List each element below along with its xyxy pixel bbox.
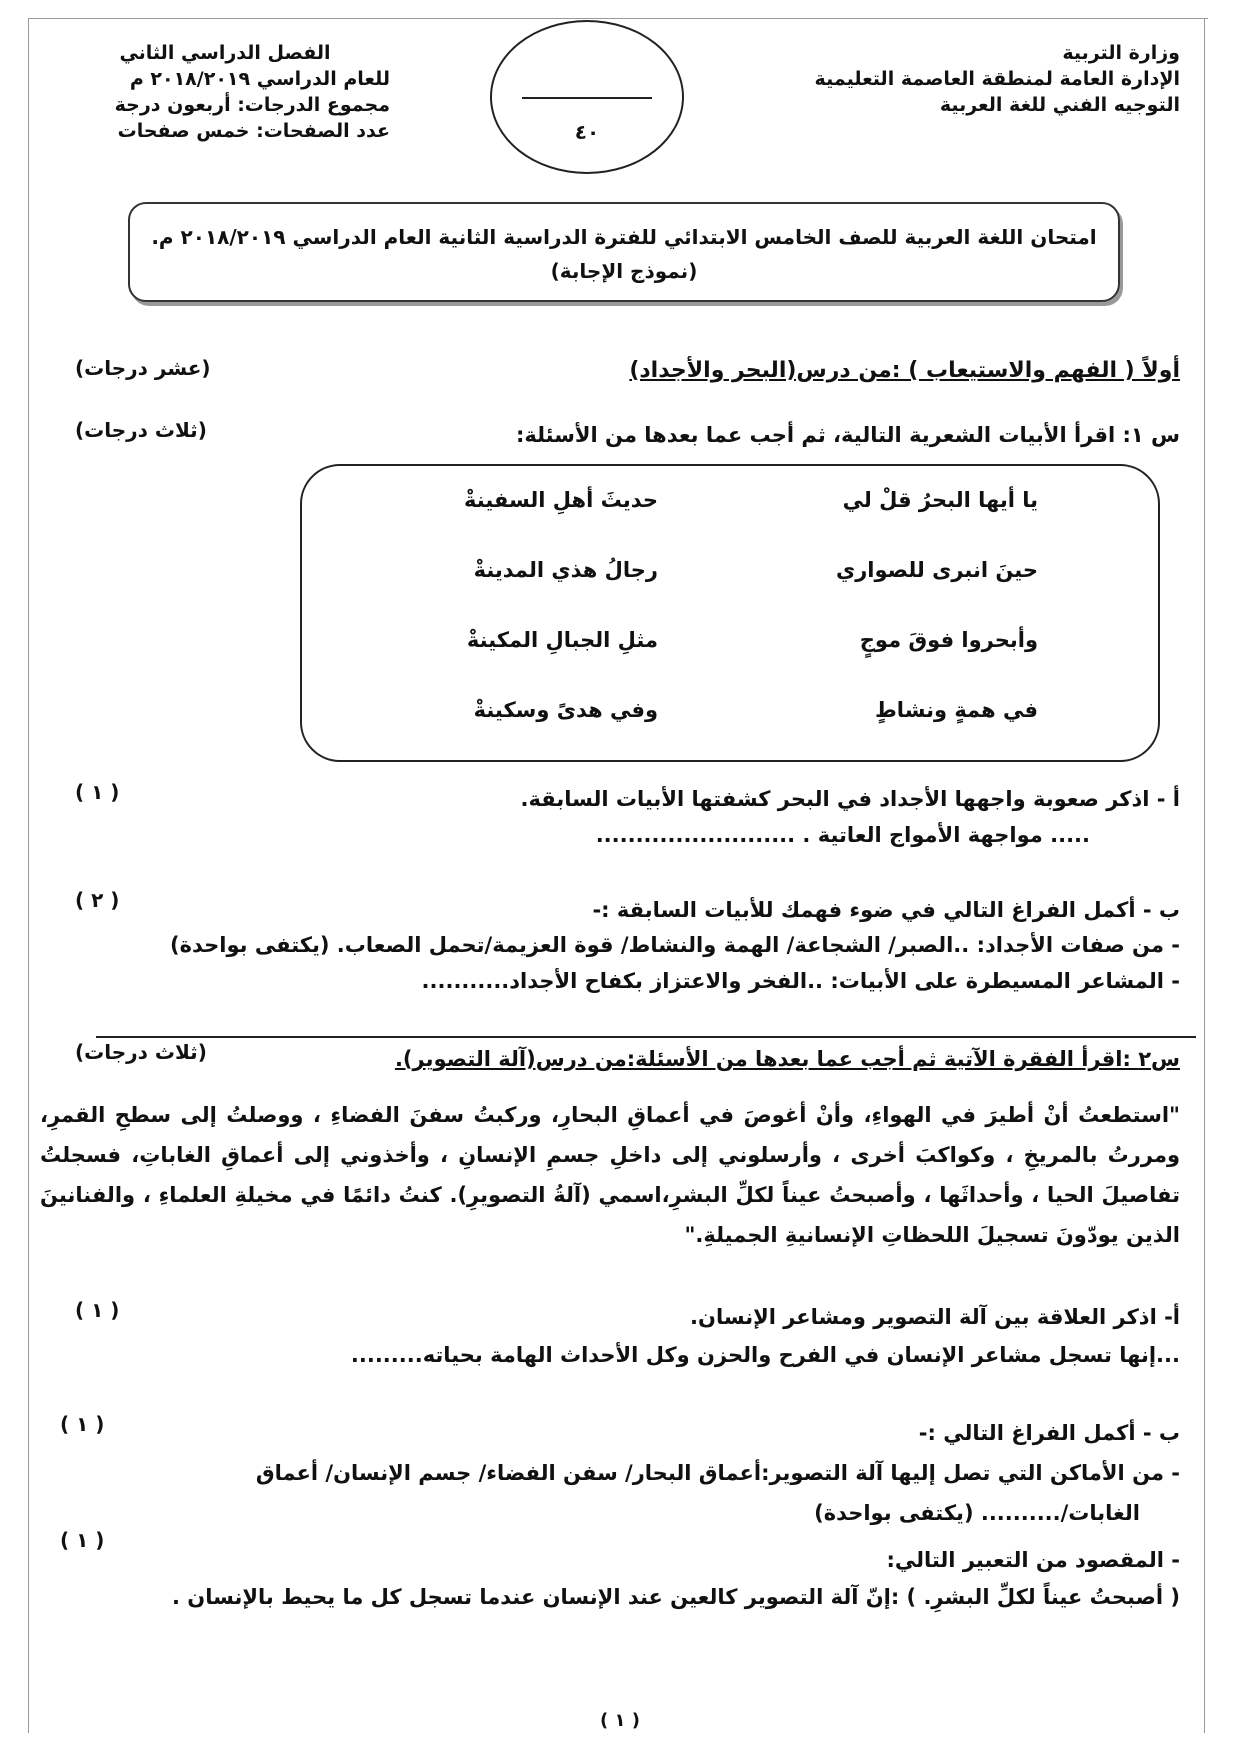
verse-4-left: وفي هدىً وسكينةْ: [473, 698, 658, 722]
q2-passage: "استطعتُ أنْ أطيرَ في الهواءِ، وأنْ أغوصَ في أعماقِ البحارِ، وركبتُ سفنَ الفضاءِ ، ووصلتُ إلى سطحِ القمرِ، ومررتُ بالمريخِ ، وكواكبَ أخرى ، وأرسلوني إلى داخلِ جسمِ الإنسانِ ، وأخذوني إلى أعماقِ الغاباتِ، فسجلتُ تفاصيلَ الحيا ، وأحداثَها ، وأصبحتُ عيناً لكلِّ البشرِ،اسمي (آلةُ التصويرِ). كنتُ دائمًا في مخيلةِ العلماءِ ، والفنانينَ الذين يودّونَ تسجيلَ اللحظاتِ الإنسانيةِ الجميلةِ.": [40, 1103, 1180, 1247]
q2-prompt: س٢ :اقرأ الفقرة الآتية ثم أجب عما بعدها من الأسئلة:من درس(آلة التصوير).: [394, 1047, 1180, 1071]
semester: الفصل الدراسي الثاني: [119, 42, 331, 64]
q1b-line-1: - من صفات الأجداد: ..الصبر/ الشجاعة/ الهمة والنشاط/ قوة العزيمة/تحمل الصعاب. (يكتفى بواحدة): [170, 933, 1180, 957]
q2a-question: أ- اذكر العلاقة بين آلة التصوير ومشاعر الإنسان.: [690, 1305, 1180, 1329]
q2b-marks: ( ١ ): [60, 1412, 105, 1436]
q2b-line-2: الغابات/.......... (يكتفى بواحدة): [814, 1501, 1140, 1525]
q2a-answer: ...إنها تسجل مشاعر الإنسان في الفرح والحزن وكل الأحداث الهامة بحياته.........: [350, 1343, 1180, 1367]
answer-key-label: (نموذج الإجابة): [550, 259, 698, 283]
header-exam-info: [60, 40, 390, 144]
q1-prompt: س ١: اقرأ الأبيات الشعرية التالية، ثم أجب عما بعدها من الأسئلة:: [515, 423, 1180, 447]
header-ministry: [760, 40, 1180, 118]
page-frame-left: [28, 18, 29, 1733]
district-name: الإدارة العامة لمنطقة العاصمة التعليمية: [814, 68, 1180, 90]
q2c-marks: ( ١ ): [60, 1528, 105, 1552]
section-1-marks: (عشر درجات): [75, 356, 211, 380]
score-circle: [490, 20, 684, 174]
q1-marks: (ثلاث درجات): [75, 418, 207, 442]
exam-title: امتحان اللغة العربية للصف الخامس الابتدائي للفترة الدراسية الثانية العام الدراسي ٢٠١٨/٢٠١٩ م.: [151, 225, 1097, 249]
score-line: [522, 97, 652, 99]
verse-2-right: حينَ انبرى للصواري: [835, 558, 1038, 582]
page-frame-top: [28, 18, 1208, 19]
section-1-title: أولاً ( الفهم والاستيعاب ) :من درس(البحر والأجداد): [629, 358, 1180, 383]
q2-marks: (ثلاث درجات): [75, 1040, 207, 1064]
q1a-question: أ - اذكر صعوبة واجهها الأجداد في البحر كشفتها الأبيات السابقة.: [520, 787, 1180, 811]
verse-4-right: في همةٍ ونشاطٍ: [875, 698, 1038, 722]
q1b-marks: ( ٢ ): [75, 888, 120, 912]
verse-3-right: وأبحروا فوقَ موجٍ: [859, 628, 1038, 652]
page-frame-right: [1204, 18, 1205, 1733]
q1a-answer: ..... مواجهة الأمواج العاتية . .........................: [595, 823, 1090, 847]
q2b-line-1: - من الأماكن التي تصل إليها آلة التصوير:أعماق البحار/ سفن الفضاء/ جسم الإنسان/ أعماق: [255, 1461, 1180, 1485]
q2b-question: ب - أكمل الفراغ التالي :-: [918, 1421, 1180, 1445]
q2c-answer: ( أصبحتُ عيناً لكلِّ البشرِ. ) :إنّ آلة التصوير كالعين عند الإنسان عندما تسجل كل ما يحيط بالإنسان .: [172, 1585, 1180, 1609]
page-number: ( ١ ): [600, 1710, 640, 1731]
poem-box: [300, 464, 1160, 762]
score-total: ٤٠: [574, 120, 600, 144]
verse-1-right: يا أيها البحرُ قلْ لي: [842, 488, 1038, 512]
q2a-marks: ( ١ ): [75, 1298, 120, 1322]
academic-year: للعام الدراسي ٢٠١٨/٢٠١٩ م: [129, 68, 390, 90]
verse-1-left: حديثَ أهلِ السفينةْ: [464, 488, 658, 512]
section-divider: [96, 1036, 1196, 1038]
exam-title-box: [128, 202, 1120, 302]
page-count: عدد الصفحات: خمس صفحات: [117, 120, 390, 142]
total-marks: مجموع الدرجات: أربعون درجة: [114, 94, 390, 116]
ministry-name: وزارة التربية: [1062, 42, 1180, 64]
q1a-marks: ( ١ ): [75, 780, 120, 804]
q1b-line-2: - المشاعر المسيطرة على الأبيات: ..الفخر والاعتزاز بكفاح الأجداد...........: [421, 969, 1180, 993]
q2c-question: - المقصود من التعبير التالي:: [886, 1548, 1180, 1572]
q1b-question: ب - أكمل الفراغ التالي في ضوء فهمك للأبيات السابقة :-: [592, 898, 1180, 922]
department-name: التوجيه الفني للغة العربية: [939, 94, 1180, 116]
verse-3-left: مثلِ الجبالِ المكينةْ: [466, 628, 658, 652]
verse-2-left: رجالُ هذي المدينةْ: [473, 558, 658, 582]
